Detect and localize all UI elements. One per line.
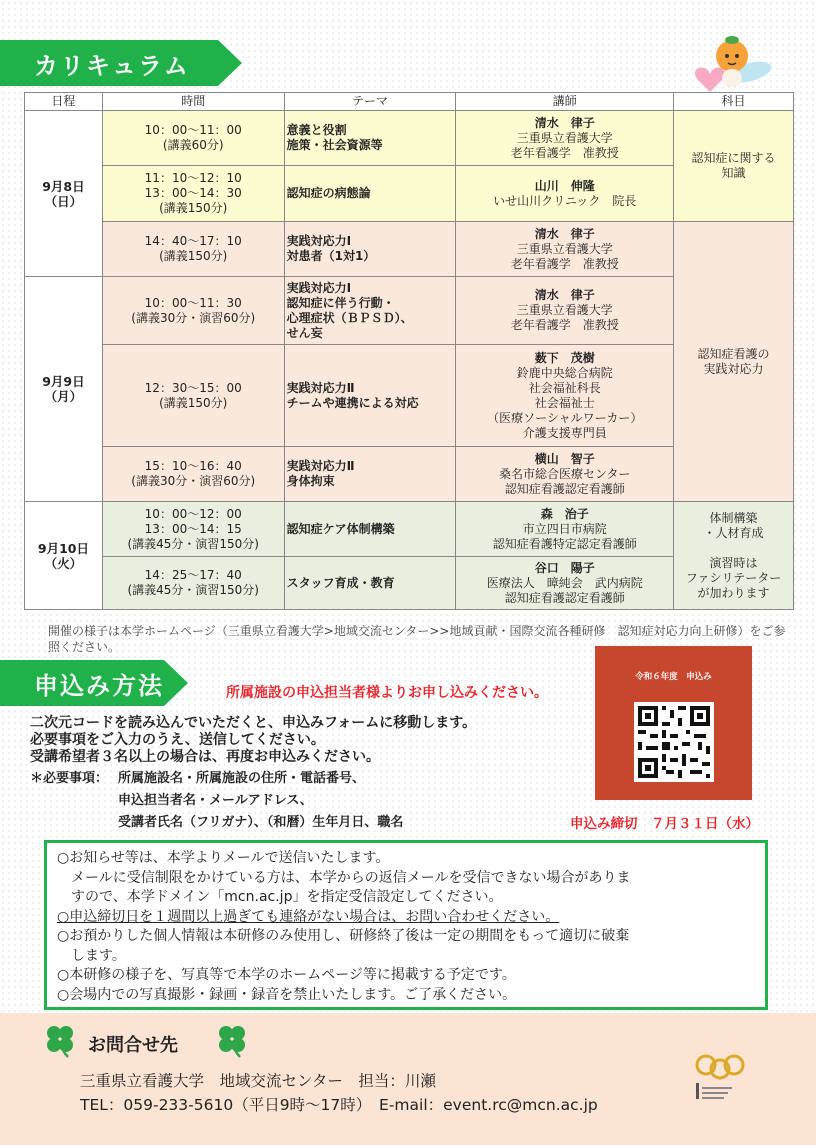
required-label: ＊必要事項： (30, 771, 109, 786)
lecturer-name: 薮下 茂樹 (534, 350, 595, 365)
lecturer-cell (456, 277, 674, 345)
time-cell (102, 447, 284, 502)
notice-line: ○お預かりした個人情報は本研修のみ使用し、研修終了後は一定の期間をもって適切に破棄 (57, 928, 630, 944)
lecturer-line: 社会福祉科長 (528, 380, 601, 395)
time-cell (102, 166, 284, 222)
time-line: 15：10～16：40 (144, 459, 242, 473)
required-line: 受講者氏名（フリガナ）、（和暦）生年月日、職名 (118, 815, 404, 830)
lecturer-line: 社会福祉士 (534, 395, 595, 410)
theme-line: 対患者（1対1） (286, 249, 376, 263)
theme-cell (284, 447, 456, 502)
lecturer-name: 森 治子 (540, 506, 589, 521)
notice-line: します。 (57, 947, 126, 964)
lecturer-line: 医療法人 暲純会 武内病院 (486, 575, 643, 590)
lecturer-name: 清水 律子 (534, 226, 595, 241)
theme-line: 意義と役割 (286, 123, 347, 137)
homepage-note: 開催の様子は本学ホームページ（三重県立看護大学>地域交流センター>>地域貢献・国際交流各種研修 認知症対応力向上研修）をご参照ください。 (48, 624, 786, 654)
time-line: (講義30分・演習60分) (131, 474, 256, 488)
deadline: 申込み締切 ７月３１日（水） (570, 816, 759, 832)
table-row (25, 502, 794, 557)
lecturer-line: いせ山川クリニック 院長 (493, 193, 637, 208)
theme-line: チームや連携による対応 (286, 395, 419, 410)
subject-line (674, 541, 793, 556)
qr-code-icon[interactable] (634, 702, 714, 782)
lecturer-line: （医療ソーシャルワーカー） (487, 410, 643, 425)
table-row (25, 111, 794, 166)
theme-line: 実践対応力Ⅱ (286, 380, 355, 395)
lecturer-line: 桑名市総合医療センター (498, 466, 631, 481)
header-lecturer: 講師 (456, 93, 674, 111)
lecturer-cell (456, 502, 674, 557)
theme-cell (284, 277, 456, 345)
lecturer-line: 老年看護学 准教授 (510, 318, 619, 332)
subject-line: 認知症看護の (697, 346, 770, 361)
apply-line: 必要事項をご入力のうえ、送信してください。 (30, 732, 325, 748)
subject-line: ファシリテーター (685, 570, 782, 585)
college-logo-icon (692, 1047, 748, 1103)
lecturer-line: 三重県立看護大学 (516, 303, 613, 317)
theme-cell (284, 557, 456, 610)
header-date: 日程 (25, 93, 103, 111)
apply-banner (0, 660, 164, 706)
lecturer-cell (456, 557, 674, 610)
lecturer-line: 三重県立看護大学 (516, 130, 613, 145)
lecturer-cell (456, 166, 674, 222)
time-line: 14：40～17：10 (144, 234, 242, 248)
notice-box (44, 840, 768, 1010)
notice-line: ○お知らせ等は、本学よりメールで送信いたします。 (57, 850, 390, 866)
theme-line: 心理症状（ＢＰＳＤ）、 (286, 310, 413, 325)
contact-title: お問合せ先 (88, 1035, 178, 1056)
qr-code-box[interactable] (595, 646, 752, 800)
theme-line: 施策・社会資源等 (286, 138, 383, 152)
notice-line: メールに受信制限をかけている方は、本学からの返信メールを受信できない場合がありま (57, 869, 631, 886)
lecturer-line: 介護支援専門員 (522, 425, 607, 440)
lecturer-line: 鈴鹿中央総合病院 (516, 365, 613, 380)
lecturer-line: 認知症看護認定看護師 (504, 590, 625, 605)
time-line: (講義150分) (159, 201, 228, 215)
day-cell (25, 277, 103, 502)
header-time: 時間 (102, 93, 284, 111)
day-cell (25, 111, 103, 277)
subject-cell (674, 502, 794, 610)
lecturer-line: 三重県立看護大学 (516, 241, 613, 256)
contact-line-1: 三重県立看護大学 地域交流センター 担当：川瀬 (80, 1072, 436, 1090)
theme-cell (284, 166, 456, 222)
subject-line: 演習時は (709, 555, 758, 570)
time-line: (講義60分) (162, 138, 224, 152)
notice-line: ○会場内での写真撮影・録画・録音を禁止いたします。ご了承ください。 (57, 986, 517, 1003)
lecturer-line: 認知症看護認定看護師 (504, 481, 625, 496)
clover-icon (40, 1021, 80, 1061)
lecturer-name: 清水 律子 (534, 288, 595, 302)
time-line: (講義45分・演習150分) (127, 536, 259, 551)
time-line: (講義45分・演習150分) (127, 583, 259, 597)
theme-line: スタッフ育成・教育 (286, 575, 395, 590)
time-cell (102, 111, 284, 166)
time-line: 10：00～11：30 (144, 295, 242, 310)
qr-title: 令和６年度 申込み (635, 672, 712, 682)
theme-line: 実践対応力Ⅱ (286, 459, 355, 473)
contact-line-2: TEL：059-233-5610（平日9時～17時） E-mail：event.rc@mcn.ac.jp (80, 1096, 598, 1114)
theme-cell (284, 111, 456, 166)
apply-red-note: 所属施設の申込担当者様よりお申し込みください。 (226, 685, 548, 701)
lecturer-name: 清水 律子 (534, 115, 595, 130)
apply-line: 二次元コードを読み込んでいただくと、申込みフォームに移動します。 (30, 715, 477, 731)
lecturer-line: 市立四日市病院 (522, 521, 607, 536)
lecturer-cell (456, 345, 674, 447)
notice-line: すので、本学ドメイン「mcn.ac.jp」を指定受信設定してください。 (57, 889, 503, 905)
day-date: 9月8日 (42, 178, 85, 194)
theme-line: 実践対応力Ⅰ (286, 280, 352, 295)
subject-cell (674, 111, 794, 222)
day-date: 9月9日 (42, 374, 85, 389)
time-line: 13：00～14：30 (144, 186, 242, 200)
theme-cell (284, 345, 456, 447)
contact-section (0, 1013, 816, 1145)
time-cell (102, 557, 284, 610)
subject-line: ・人材育成 (703, 525, 764, 540)
subject-line: が加わります (697, 585, 770, 600)
table-header-row (25, 93, 794, 111)
theme-cell (284, 222, 456, 277)
time-cell (102, 502, 284, 557)
time-line: 11：10～12：10 (144, 171, 242, 185)
day-weekday: （火） (44, 555, 83, 571)
curriculum-title: カリキュラム (34, 51, 190, 80)
time-line: (講義150分) (159, 395, 228, 410)
time-line: (講義30分・演習60分) (131, 310, 256, 325)
theme-line: 実践対応力Ⅰ (286, 234, 352, 248)
mascot-illustration (688, 28, 784, 94)
time-cell (102, 345, 284, 447)
time-cell (102, 222, 284, 277)
theme-line: 身体拘束 (286, 474, 335, 488)
lecturer-name: 谷口 陽子 (534, 560, 595, 575)
lecturer-name: 横山 智子 (534, 451, 595, 466)
day-weekday: （日） (44, 193, 83, 209)
time-cell (102, 277, 284, 345)
subject-line: 認知症に関する (691, 151, 776, 165)
time-line: (講義150分) (159, 249, 228, 263)
lecturer-cell (456, 447, 674, 502)
required-line: 申込担当者名・メールアドレス、 (118, 793, 313, 808)
subject-line: 知識 (721, 166, 746, 180)
header-theme: テーマ (284, 93, 456, 111)
apply-title: 申込み方法 (34, 671, 164, 700)
theme-line: 認知症の病態論 (286, 186, 371, 200)
theme-line: 認知症ケア体制構築 (286, 521, 395, 536)
apply-instructions (30, 715, 476, 766)
lecturer-line: 老年看護学 准教授 (510, 256, 619, 271)
required-line: 所属施設名・所属施設の住所・電話番号、 (118, 771, 366, 786)
day-weekday: （月） (44, 389, 83, 404)
lecturer-name: 山川 伸隆 (534, 178, 595, 193)
lecturer-cell (456, 222, 674, 277)
curriculum-table (24, 92, 794, 610)
lecturer-line: 認知症看護特定認定看護師 (492, 536, 637, 551)
notice-line: ○本研修の様子を、写真等で本学のホームページ等に掲載する予定です。 (57, 967, 516, 983)
clover-icon (212, 1021, 252, 1061)
subject-cell (674, 222, 794, 502)
heart-icon (695, 67, 725, 92)
time-line: 14：25～17：40 (144, 568, 242, 582)
subject-line: 体制構築 (709, 510, 758, 525)
theme-line: 認知症に伴う行動・ (286, 295, 395, 310)
apply-line: 受講希望者３名以上の場合は、再度お申込みください。 (30, 749, 380, 765)
subject-line: 実践対応力 (703, 361, 764, 376)
time-line: 10：00～12：00 (144, 506, 242, 521)
theme-line: せん妄 (286, 325, 323, 340)
theme-cell (284, 502, 456, 557)
curriculum-banner (0, 40, 218, 86)
day-cell (25, 502, 103, 610)
lecturer-line: 老年看護学 准教授 (510, 145, 619, 160)
header-subject: 科目 (674, 93, 794, 111)
time-line: 10：00～11：00 (144, 123, 242, 137)
lecturer-cell (456, 111, 674, 166)
notice-line: ○申込締切日を１週間以上過ぎても連絡がない場合は、お問い合わせください。 (57, 908, 560, 925)
day-date: 9月10日 (37, 540, 89, 556)
time-line: 12：30～15：00 (144, 380, 242, 395)
time-line: 13：00～14：15 (144, 521, 242, 536)
table-row (25, 222, 794, 277)
